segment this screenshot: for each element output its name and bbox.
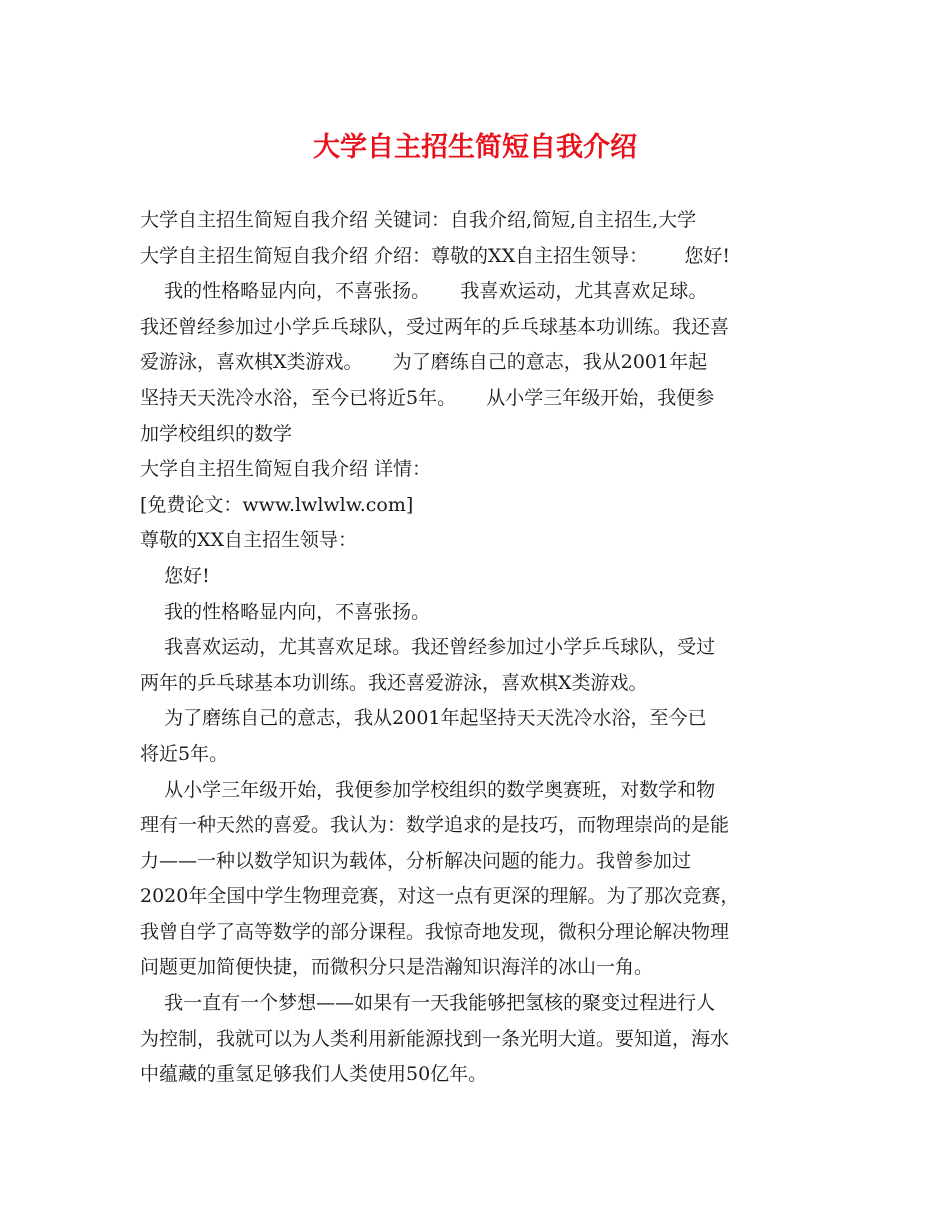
text-line: 加学校组织的数学 bbox=[140, 422, 293, 445]
text-line: 大学自主招生简短自我介绍 详情： bbox=[140, 458, 432, 481]
text-line: 两年的乒乓球基本功训练。我还喜爱游泳，喜欢棋X类游戏。 bbox=[140, 671, 648, 694]
text-line: [免费论文：www.lwlwlw.com] bbox=[140, 493, 414, 516]
text-line: 我一直有一个梦想——如果有一天我能够把氢核的聚变过程进行人 bbox=[140, 992, 716, 1015]
text-line: 我的性格略显内向，不喜张扬。 bbox=[140, 600, 431, 623]
document-title: 大学自主招生简短自我介绍 bbox=[313, 132, 637, 163]
text-line: 大学自主招生简短自我介绍 介绍：尊敬的XX自主招生领导： 您好! bbox=[140, 244, 730, 267]
text-line: 我还曾经参加过小学乒乓球队，受过两年的乒乓球基本功训练。我还喜 bbox=[140, 315, 730, 338]
text-line: 爱游泳，喜欢棋X类游戏。 为了磨练自己的意志，我从2001年起 bbox=[140, 351, 708, 374]
text-line: 问题更加简便快捷，而微积分只是浩瀚知识海洋的冰山一角。 bbox=[140, 956, 654, 979]
text-line: 尊敬的XX自主招生领导： bbox=[140, 529, 358, 552]
text-line: 我喜欢运动，尤其喜欢足球。我还曾经参加过小学乒乓球队，受过 bbox=[140, 636, 716, 659]
text-line: 坚持天天洗冷水浴，至今已将近5年。 从小学三年级开始，我便参 bbox=[140, 386, 715, 409]
document-body bbox=[140, 203, 830, 1093]
text-line: 大学自主招生简短自我介绍 关键词：自我介绍,简短,自主招生,大学 bbox=[140, 209, 697, 231]
text-line: 您好! bbox=[140, 564, 210, 587]
text-line: 为控制，我就可以为人类利用新能源找到一条光明大道。要知道，海水 bbox=[140, 1027, 730, 1050]
text-line: 理有一种天然的喜爱。我认为：数学追求的是技巧，而物理崇尚的是能 bbox=[140, 814, 730, 837]
text-line: 2020年全国中学生物理竞赛，对这一点有更深的理解。为了那次竞赛， bbox=[140, 885, 740, 908]
text-line: 将近5年。 bbox=[140, 742, 229, 765]
text-line: 从小学三年级开始，我便参加学校组织的数学奥赛班，对数学和物 bbox=[140, 778, 716, 801]
text-line: 我曾自学了高等数学的部分课程。我惊奇地发现，微积分理论解决物理 bbox=[140, 920, 730, 943]
text-line: 为了磨练自己的意志，我从2001年起坚持天天洗冷水浴，至今已 bbox=[140, 707, 707, 730]
text-line: 中蕴藏的重氢足够我们人类使用50亿年。 bbox=[140, 1063, 488, 1086]
text-line: 我的性格略显内向，不喜张扬。 我喜欢运动，尤其喜欢足球。 bbox=[140, 280, 708, 303]
text-line: 力——一种以数学知识为载体，分析解决问题的能力。我曾参加过 bbox=[140, 849, 692, 872]
